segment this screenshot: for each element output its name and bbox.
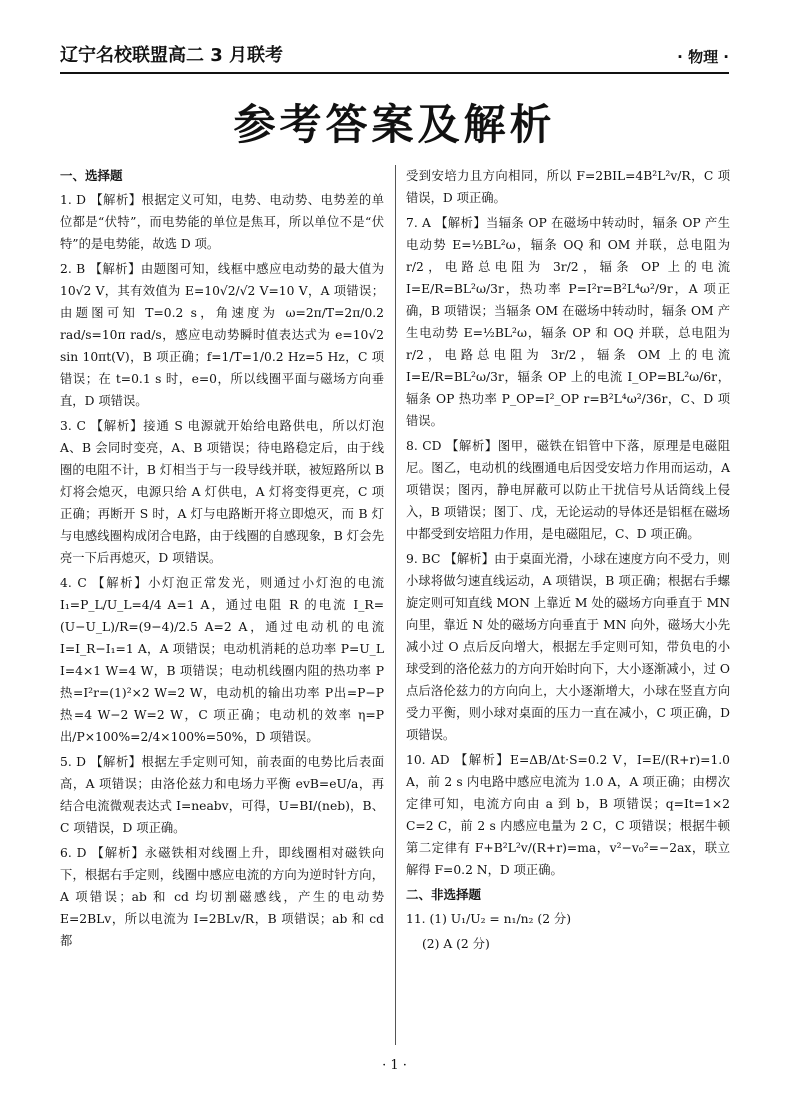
section-heading-choice: 一、选择题 [60,168,123,183]
answer-q10: 10. AD 【解析】E=ΔB/Δt·S=0.2 V，I=E/(R+r)=1.0 A，前 2 s 内电路中感应电流为 1.0 A，A 项正确；由楞次定律可知，电流方向由 a 到 b，B 项错误；q=It=1×2 C=2 C，前 2 s 内感应电量为 2 C，C 项错误；根据牛顿第二定律有 F+B²L²v/(R+r)=ma，v²−v₀²=−2ax，联立解得 F=0.2 N，D 项正确。 [406,753,730,877]
subject-label: · 物理 · [677,48,729,66]
answer-q5: 5. D 【解析】根据左手定则可知，前表面的电势比后表面高，A 项错误；由洛伦兹力和电场力平衡 evB=eU/a，再结合电流微观表达式 I=neabv，可得，U=BI/(neb)，B、C 项错误，D 项正确。 [60,755,384,835]
answer-q4: 4. C 【解析】小灯泡正常发光，则通过小灯泡的电流 I₁=P_L/U_L=4/4 A=1 A，通过电阻 R 的电流 I_R=(U−U_L)/R=(9−4)/2.5 A=2 A，通过电动机的电流 I=I_R−I₁=1 A，A 项错误；电动机消耗的总功率 P=U_L I=4×1 W=4 W，B 项错误；电动机线圈内阻的热功率 P热=I²r=(1)²×2 W=2 W，电动机的输出功率 P出=P−P热=4 W−2 W=2 W，C 项正确；电动机的效率 η=P出/P×100%=2/4×100%=50%，D 项错误。 [60,576,384,744]
section-heading-nonchoice: 二、非选择题 [406,887,482,902]
answer-q11-part2: (2) A (2 分) [422,937,490,951]
answer-columns [60,165,730,1045]
answer-q6-continued: 受到安培力且方向相同，所以 F=2BIL=4B²L²v/R，C 项错误，D 项正确。 [406,169,730,205]
left-column [60,165,384,1045]
page-number: · 1 · [382,1058,407,1073]
answer-q6: 6. D 【解析】永磁铁相对线圈上升，即线圈相对磁铁向下，根据右手定则，线圈中感应电流的方向为逆时针方向，A 项错误；ab 和 cd 均切割磁感线，产生的电动势 E=2BLv，所以电流为 I=2BLv/R，B 项错误；ab 和 cd 都 [60,846,384,948]
page-header [60,38,729,74]
answer-q2: 2. B 【解析】由题图可知，线框中感应电动势的最大值为 10√2 V，其有效值为 E=10√2/√2 V=10 V，A 项错误；由题图可知 T=0.2 s，角速度为 ω=2π/T=2π/0.2 rad/s=10π rad/s，感应电动势瞬时值表达式为 e=10√2 sin 10πt(V)，B 项正确；f=1/T=1/0.2 Hz=5 Hz，C 项错误；在 t=0.1 s 时，e=0，所以线圈平面与磁场方向垂直，D 项错误。 [60,262,384,408]
answer-q8: 8. CD 【解析】图甲，磁铁在铝管中下落，原理是电磁阻尼。图乙，电动机的线圈通电后因受安培力作用而运动，A 项错误；图丙，静电屏蔽可以防止干扰信号从话筒线上侵入，B 项错误；图丁、戊，无论运动的导体还是铝框在磁场中都受到安培阻力作用，是电磁阻尼，C、D 项正确。 [406,439,730,541]
answer-q11-part1: 11. (1) U₁/U₂ = n₁/n₂ (2 分) [406,912,572,926]
right-column [406,165,730,1045]
exam-name: 辽宁名校联盟高二 3 月联考 [60,45,284,66]
answer-q9: 9. BC 【解析】由于桌面光滑，小球在速度方向不受力，则小球将做匀速直线运动，A 项错误，B 项正确；根据右手螺旋定则可知直线 MON 上靠近 M 处的磁场方向垂直于 MN 向里，靠近 N 处的磁场方向垂直于 MN 向外，磁场大小先减小过 O 点后反向增大，根据左手定则可知，带负电的小球受到的洛伦兹力的方向开始时向下，大小逐渐减小，过 O 点后洛伦兹力的方向向上，大小逐渐增大，小球在竖直方向受力平衡，则小球对桌面的压力一直在减小，C 项正确，D 项错误。 [406,552,730,742]
answer-q3: 3. C 【解析】接通 S 电源就开始给电路供电，所以灯泡 A、B 会同时变亮，A、B 项错误；待电路稳定后，由于线圈的电阻不计，B 灯相当于与一段导线并联，被短路所以 B 灯将会熄灭，电源只给 A 灯供电，A 灯将变得更亮，C 项正确；再断开 S 时，A 灯与电路断开将立即熄灭，而 B 灯与电感线圈构成闭合电路，由于线圈的自感现象，B 灯会先亮一下后再熄灭，D 项错误。 [60,419,384,565]
answer-q7: 7. A 【解析】当辐条 OP 在磁场中转动时，辐条 OP 产生电动势 E=½BL²ω，辐条 OQ 和 OM 并联，总电阻为 r/2，电路总电阻为 3r/2，辐条 OP 上的电流 I=E/R=BL²ω/3r，热功率 P=I²r=B²L⁴ω²/9r，A 项正确，B 项错误；当辐条 OM 在磁场中转动时，辐条 OM 产生电动势 E=½BL²ω，辐条 OP 和 OQ 并联，总电阻为 r/2，电路总电阻为 3r/2，辐条 OM 上的电流 I=E/R=BL²ω/3r，辐条 OP 上的电流 I_OP=BL²ω/6r，辐条 OP 热功率 P_OP=I²_OP r=B²L⁴ω²/36r，C、D 项错误。 [406,216,730,428]
document-title: 参考答案及解析 [233,100,556,149]
answer-q1: 1. D 【解析】根据定义可知，电势、电动势、电势差的单位都是“伏特”，而电势能的单位是焦耳，所以单位不是“伏特”的是电势能，故选 D 项。 [60,193,384,251]
